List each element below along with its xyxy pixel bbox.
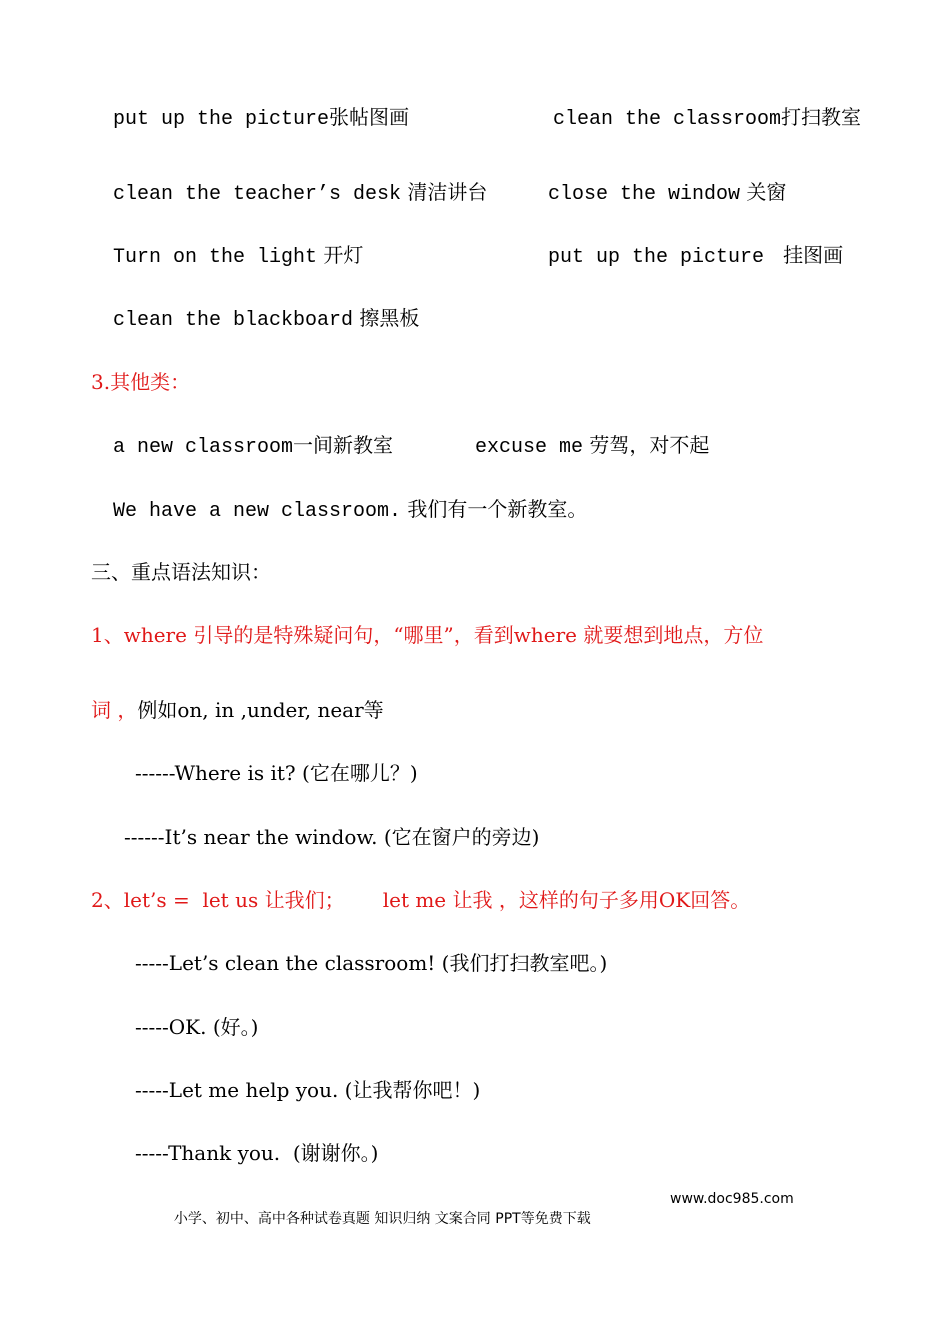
sentence-zh: 我们有一个新教室。 bbox=[407, 497, 588, 521]
grammar-point2-line1: 2、let’s = let us 让我们； let me 让我 ，这样的句子多用OK回答。 bbox=[91, 888, 751, 912]
page-footer bbox=[165, 1189, 794, 1249]
footer-url-link[interactable]: www.doc985.com bbox=[670, 1191, 794, 1207]
phrase-zh: 劳驾，对不起 bbox=[589, 433, 710, 457]
phrase-zh: 擦黑板 bbox=[359, 306, 420, 330]
phrase-en: Turn on the light bbox=[113, 246, 318, 269]
grammar-point1-line1: 1、where 引导的是特殊疑问句，“哪里”，看到where 就要想到地点，方位 bbox=[91, 623, 764, 647]
phrase-new-classroom bbox=[113, 432, 393, 461]
grammar-point1-examples: 例如on, in ,under, near等 bbox=[137, 698, 384, 722]
footer-text: 小学、初中、高中各种试卷真题 知识归纳 文案合同 PPT等免费下载 bbox=[173, 1211, 591, 1227]
dialog-line: -----OK. (好。) bbox=[135, 1015, 259, 1039]
phrase-close-window bbox=[548, 179, 786, 208]
example-sentence bbox=[113, 496, 587, 525]
phrase-zh: 关窗 bbox=[746, 180, 787, 204]
sentence-en: We have a new classroom. bbox=[113, 500, 402, 523]
phrase-zh: 打扫教室 bbox=[781, 105, 862, 129]
phrase-en: clean the classroom bbox=[553, 108, 782, 131]
grammar-point1-line2 bbox=[91, 697, 384, 723]
dialog-where-question: ------Where is it? (它在哪儿？) bbox=[135, 761, 418, 785]
phrase-en: clean the blackboard bbox=[113, 309, 354, 332]
phrase-put-up-picture bbox=[113, 104, 409, 133]
dialog-line: -----Let me help you. (让我帮你吧！) bbox=[135, 1078, 481, 1102]
phrase-zh: 挂图画 bbox=[783, 243, 844, 267]
dialog-where-answer: ------It’s near the window. (它在窗户的旁边) bbox=[124, 825, 540, 849]
phrase-zh: 清洁讲台 bbox=[407, 180, 488, 204]
phrase-en: put up the picture bbox=[548, 246, 765, 269]
phrase-en: put up the picture bbox=[113, 108, 330, 131]
phrase-zh: 开灯 bbox=[323, 243, 364, 267]
phrase-zh: 张帖图画 bbox=[329, 105, 410, 129]
phrase-clean-classroom bbox=[553, 104, 861, 133]
section3-heading: 3.其他类： bbox=[91, 370, 191, 394]
phrase-excuse-me bbox=[475, 432, 709, 461]
phrase-en: close the window bbox=[548, 183, 741, 206]
phrase-en: a new classroom bbox=[113, 436, 294, 459]
grammar-heading: 三、重点语法知识： bbox=[91, 560, 271, 584]
phrase-clean-teachers-desk bbox=[113, 179, 487, 208]
phrase-put-up-picture-2 bbox=[548, 242, 843, 271]
phrase-zh: 一间新教室 bbox=[293, 433, 394, 457]
phrase-en: clean the teacher’s desk bbox=[113, 183, 402, 206]
grammar-point1-line2-red: 词 ， bbox=[91, 698, 138, 722]
dialog-line: -----Thank you. (谢谢你。) bbox=[135, 1141, 379, 1165]
dialog-line: -----Let’s clean the classroom! (我们打扫教室吧。) bbox=[135, 951, 608, 975]
phrase-clean-blackboard bbox=[113, 305, 419, 334]
phrase-en: excuse me bbox=[475, 436, 584, 459]
phrase-turn-on-light bbox=[113, 242, 363, 271]
